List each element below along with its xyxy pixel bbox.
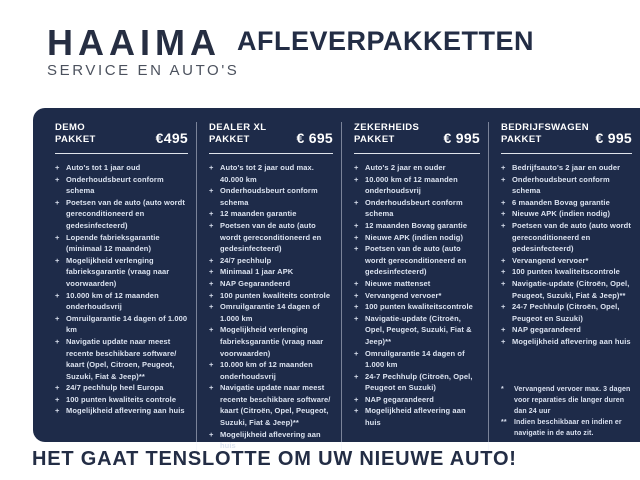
feature-text: Vervangend vervoer*: [512, 255, 589, 265]
feature-item: [209, 324, 333, 359]
feature-text: 6 maanden Bovag garantie: [512, 197, 610, 207]
feature-text: Onderhoudsbeurt conform schema: [220, 186, 318, 207]
feature-item: [501, 220, 632, 255]
package-feature-list: [209, 162, 333, 452]
package-title: [354, 122, 419, 146]
plus-bullet-icon: +: [354, 163, 359, 172]
feature-item: [209, 359, 333, 382]
feature-item: [354, 394, 480, 406]
feature-item: [354, 243, 480, 278]
plus-bullet-icon: +: [354, 371, 359, 381]
feature-item: [354, 348, 480, 371]
feature-text: Nieuwe mattenset: [365, 278, 431, 288]
feature-item: [209, 162, 333, 185]
feature-text: Poetsen van de auto (auto wordt gereconditioneerd en gedesinfecteerd): [365, 244, 467, 277]
plus-bullet-icon: +: [501, 255, 506, 265]
header-divider: [354, 153, 480, 154]
feature-item: [55, 336, 188, 382]
package-title-line: PAKKET: [501, 134, 542, 145]
feature-text: NAP Gegarandeerd: [220, 278, 291, 288]
package-feature-list: [354, 162, 480, 429]
feature-item: [354, 197, 480, 220]
brand-logo: [47, 24, 239, 79]
feature-item: [55, 174, 188, 197]
package-title-line: PAKKET: [354, 134, 395, 145]
header-divider: [501, 153, 632, 154]
plus-bullet-icon: +: [501, 197, 506, 207]
plus-bullet-icon: +: [354, 290, 359, 300]
feature-text: Mogelijkheid aflevering aan huis: [66, 406, 185, 416]
plus-bullet-icon: +: [354, 197, 359, 207]
feature-item: [55, 162, 188, 174]
plus-bullet-icon: +: [354, 406, 359, 416]
footnote-marker: *: [501, 385, 504, 393]
package-title-line: DEMO: [55, 122, 86, 133]
plus-bullet-icon: +: [209, 278, 214, 288]
feature-item: [501, 255, 632, 267]
feature-text: 10.000 km of 12 maanden onderhoudsvrij: [365, 174, 458, 196]
feature-item: [501, 301, 632, 324]
feature-text: Nieuwe APK (indien nodig): [365, 232, 464, 242]
package-feature-list: [55, 162, 188, 417]
plus-bullet-icon: +: [501, 325, 506, 335]
plus-bullet-icon: +: [209, 186, 214, 196]
feature-item: [501, 266, 632, 278]
feature-item: [209, 290, 333, 302]
plus-bullet-icon: +: [209, 360, 214, 370]
plus-bullet-icon: +: [55, 336, 60, 346]
feature-text: Omruilgarantie 14 dagen of 1.000 km: [365, 348, 465, 370]
feature-text: 12 maanden garantie: [220, 209, 297, 219]
feature-item: [501, 174, 632, 197]
plus-bullet-icon: +: [209, 290, 214, 300]
feature-text: Poetsen van de auto (auto wordt gereconditioneerd en gedesinfecteerd): [512, 220, 631, 254]
feature-item: [209, 208, 333, 220]
package-title-line: DEALER XL: [209, 122, 267, 133]
package-title: [209, 122, 266, 146]
footnote-text: Indien beschikbaar en indien er navigatie in de auto zit.: [514, 418, 622, 437]
feature-text: 12 maanden Bovag garantie: [365, 220, 468, 230]
plus-bullet-icon: +: [354, 220, 359, 230]
package-header: [354, 122, 480, 146]
feature-item: [55, 290, 188, 313]
feature-item: [354, 301, 480, 313]
feature-text: Mogelijkheid aflevering aan huis: [220, 429, 321, 451]
plus-bullet-icon: +: [501, 220, 506, 230]
feature-item: [354, 313, 480, 348]
feature-item: [209, 301, 333, 324]
feature-text: Poetsen van de auto (auto wordt gereconditioneerd en gedesinfecteerd): [66, 197, 185, 230]
plus-bullet-icon: +: [354, 313, 359, 323]
plus-bullet-icon: +: [354, 302, 359, 312]
feature-item: [354, 290, 480, 302]
footnote-marker: **: [501, 418, 507, 426]
feature-text: Mogelijkheid verlenging fabrieksgarantie (vraag naar voorwaarden): [66, 255, 170, 288]
package-title-line: PAKKET: [209, 134, 250, 145]
footnote: [501, 417, 632, 439]
plus-bullet-icon: +: [55, 197, 60, 207]
plus-bullet-icon: +: [354, 244, 359, 254]
feature-text: Mogelijkheid aflevering aan huis: [365, 406, 466, 428]
feature-text: Poetsen van de auto (auto wordt gereconditioneerd en gedesinfecteerd): [220, 220, 322, 254]
plus-bullet-icon: +: [55, 163, 60, 172]
package-header: [501, 122, 632, 146]
feature-item: [209, 185, 333, 208]
feature-text: Omruilgarantie 14 dagen of 1.000 km: [66, 313, 188, 335]
feature-text: 10.000 km of 12 maanden onderhoudsvrij: [220, 360, 313, 381]
header-divider: [55, 153, 188, 154]
feature-text: Onderhoudsbeurt conform schema: [66, 174, 164, 196]
feature-text: 100 punten kwaliteitscontrole: [365, 302, 473, 312]
plus-bullet-icon: +: [354, 348, 359, 358]
feature-text: NAP gegarandeerd: [365, 394, 434, 404]
feature-text: Minimaal 1 jaar APK: [220, 267, 294, 277]
plus-bullet-icon: +: [55, 313, 60, 323]
brand-subtitle: SERVICE EN AUTO'S: [47, 62, 240, 79]
feature-text: Mogelijkheid verlenging fabrieksgarantie (vraag naar voorwaarden): [220, 325, 324, 358]
plus-bullet-icon: +: [501, 267, 506, 277]
feature-text: 24-7 Pechhulp (Citroën, Opel, Peugeot en Suzuki): [365, 371, 473, 393]
plus-bullet-icon: +: [354, 174, 359, 184]
feature-item: [55, 394, 188, 406]
package-title-line: BEDRIJFSWAGEN: [501, 122, 590, 133]
feature-text: Vervangend vervoer*: [365, 290, 442, 300]
page-title-line2: PAKKETTEN: [366, 26, 535, 56]
feature-item: [55, 382, 188, 394]
feature-item: [354, 232, 480, 244]
plus-bullet-icon: +: [209, 255, 214, 265]
feature-text: Lopende fabrieksgarantie (minimaal 12 maanden): [66, 232, 160, 254]
feature-text: 100 punten kwaliteits controle: [220, 290, 331, 300]
plus-bullet-icon: +: [354, 278, 359, 288]
feature-text: 24/7 pechhulp: [220, 255, 272, 265]
footnotes: [501, 384, 632, 439]
plus-bullet-icon: +: [55, 232, 60, 242]
package-price: € 695: [296, 130, 333, 146]
feature-item: [354, 220, 480, 232]
feature-text: 100 punten kwaliteits controle: [66, 394, 177, 404]
feature-text: Onderhoudsbeurt conform schema: [365, 197, 463, 219]
tagline: HET GAAT TENSLOTTE OM UW NIEUWE AUTO!: [32, 448, 517, 470]
feature-item: [209, 382, 333, 428]
header-divider: [209, 153, 333, 154]
feature-text: Nieuwe APK (indien nodig): [512, 209, 611, 219]
plus-bullet-icon: +: [55, 383, 60, 393]
package-column-demo: [33, 122, 196, 452]
plus-bullet-icon: +: [55, 290, 60, 300]
plus-bullet-icon: +: [501, 336, 506, 346]
feature-item: [209, 220, 333, 255]
feature-item: [354, 162, 480, 174]
feature-text: Auto's 2 jaar en ouder: [365, 163, 446, 172]
feature-item: [55, 232, 188, 255]
page-title: [237, 27, 534, 55]
feature-item: [354, 405, 480, 428]
package-price: € 995: [595, 130, 632, 146]
feature-item: [55, 405, 188, 417]
plus-bullet-icon: +: [55, 255, 60, 265]
feature-text: NAP gegarandeerd: [512, 325, 581, 335]
feature-text: Bedrijfsauto's 2 jaar en ouder: [512, 163, 621, 172]
feature-item: [55, 197, 188, 232]
feature-item: [209, 266, 333, 278]
package-header: [55, 122, 188, 146]
plus-bullet-icon: +: [55, 174, 60, 184]
feature-text: Navigatie update naar meest recente beschikbare software/ kaart (Opel, Citroen, Peugeot, Suzuki, Fiat & Jeep)**: [66, 336, 177, 381]
feature-text: Navigatie-update (Citroën, Opel, Peugeot, Suzuki, Fiat & Jeep)**: [365, 313, 472, 346]
package-title: [55, 122, 96, 146]
feature-item: [209, 278, 333, 290]
feature-text: 24-7 Pechhulp (Citroën, Opel, Peugeot en Suzuki): [512, 302, 620, 323]
plus-bullet-icon: +: [354, 394, 359, 404]
brand-name: HAAIMA: [47, 22, 221, 63]
feature-item: [354, 174, 480, 197]
feature-item: [209, 255, 333, 267]
plus-bullet-icon: +: [501, 302, 506, 312]
plus-bullet-icon: +: [501, 163, 506, 172]
feature-item: [354, 278, 480, 290]
plus-bullet-icon: +: [209, 383, 214, 393]
plus-bullet-icon: +: [209, 163, 214, 172]
feature-text: Omruilgarantie 14 dagen of 1.000 km: [220, 302, 320, 323]
feature-item: [501, 162, 632, 174]
feature-item: [354, 371, 480, 394]
plus-bullet-icon: +: [55, 406, 60, 416]
footnote: [501, 384, 632, 417]
plus-bullet-icon: +: [209, 220, 214, 230]
package-title-line: PAKKET: [55, 134, 96, 145]
plus-bullet-icon: +: [55, 394, 60, 404]
plus-bullet-icon: +: [501, 278, 506, 288]
feature-text: Onderhoudsbeurt conform schema: [512, 174, 610, 196]
feature-item: [501, 197, 632, 209]
plus-bullet-icon: +: [209, 267, 214, 277]
feature-item: [501, 324, 632, 336]
feature-text: Mogelijkheid aflevering aan huis: [512, 336, 631, 346]
plus-bullet-icon: +: [354, 232, 359, 242]
plus-bullet-icon: +: [209, 325, 214, 335]
feature-item: [55, 313, 188, 336]
footnote-text: Vervangend vervoer max. 3 dagen voor reparaties die langer duren dan 24 uur: [514, 385, 631, 415]
package-header: [209, 122, 333, 146]
plus-bullet-icon: +: [209, 209, 214, 219]
feature-text: 100 punten kwaliteitscontrole: [512, 267, 620, 277]
package-title-line: ZEKERHEIDS: [354, 122, 420, 133]
feature-item: [501, 208, 632, 220]
feature-item: [501, 336, 632, 348]
plus-bullet-icon: +: [209, 429, 214, 439]
plus-bullet-icon: +: [209, 302, 214, 312]
package-column-zekerheids: [341, 122, 488, 452]
page-title-line1: AFLEVER: [237, 26, 367, 56]
packages-panel: [33, 108, 640, 451]
feature-text: Navigatie-update (Citroën, Opel, Peugeot, Suzuki, Fiat & Jeep)**: [512, 278, 630, 300]
feature-item: [55, 255, 188, 290]
package-title: [501, 122, 589, 146]
package-column-dealer-xl: [196, 122, 341, 452]
package-price: €495: [155, 130, 188, 146]
package-feature-list: [501, 162, 632, 348]
feature-text: Auto's tot 1 jaar oud: [66, 163, 141, 172]
plus-bullet-icon: +: [501, 174, 506, 184]
feature-text: Navigatie update naar meest recente beschikbare software/ kaart (Citroën, Opel, Peugeot, Suzuki, Fiat & Jeep)**: [220, 383, 331, 428]
feature-text: 10.000 km of 12 maanden onderhoudsvrij: [66, 290, 159, 312]
feature-item: [501, 278, 632, 301]
package-price: € 995: [443, 130, 480, 146]
package-column-bedrijfswagen: [488, 122, 640, 452]
feature-text: 24/7 pechhulp heel Europa: [66, 383, 164, 393]
plus-bullet-icon: +: [501, 209, 506, 219]
feature-text: Auto's tot 2 jaar oud max. 40.000 km: [220, 163, 314, 184]
